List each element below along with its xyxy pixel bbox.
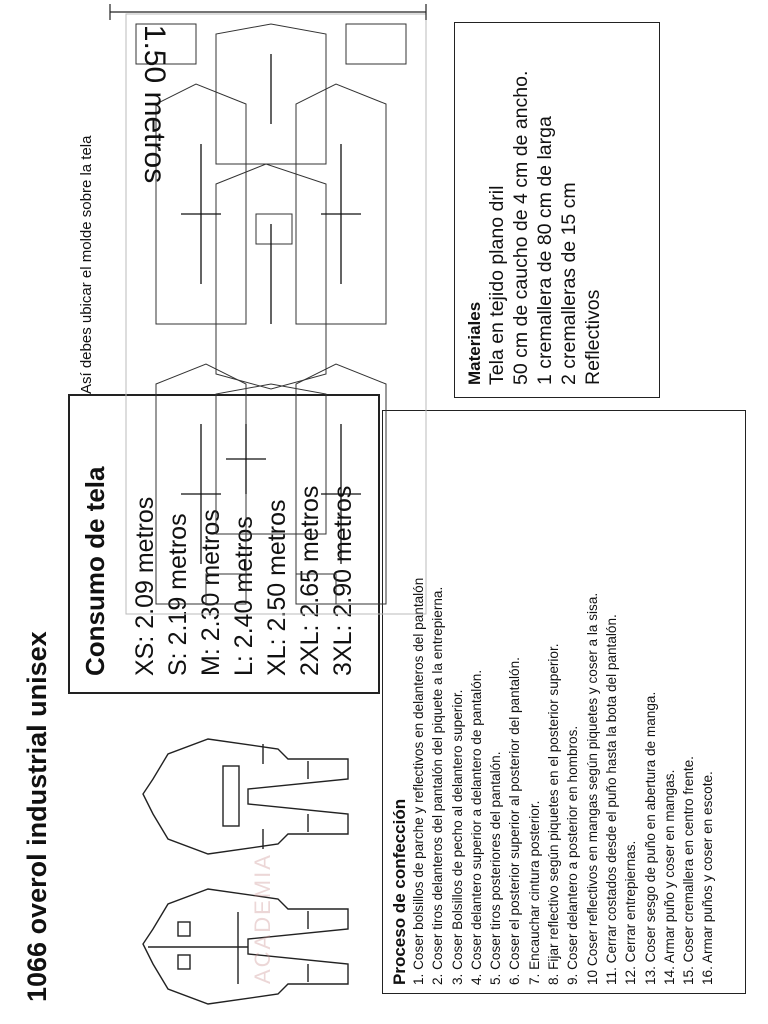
materials-box (454, 22, 660, 398)
pattern-layout-note: Así debes ubicar el molde sobre la tela (78, 135, 95, 394)
construction-process-box (382, 410, 746, 994)
consumption-size-xs: XS: 2.09 metros (131, 496, 159, 676)
process-step: 16. Armar puños y coser en escote. (700, 771, 716, 985)
process-step: 8. Fijar reflectivo según piquetes en el posterior superior. (546, 643, 562, 985)
process-step: 4. Coser delantero superior a delantero de pantalón. (468, 669, 484, 985)
materials-heading: Materiales (465, 301, 484, 385)
process-step: 3. Coser Bolsillos de pecho al delantero superior. (449, 689, 465, 985)
material-item: 50 cm de caucho de 4 cm de ancho. (510, 70, 532, 385)
material-item: Reflectivos (582, 289, 604, 385)
fabric-width-label: 1.50 metros (138, 24, 171, 184)
material-item: Tela en tejido plano dril (486, 185, 508, 385)
consumption-heading: Consumo de tela (80, 466, 110, 676)
material-item: 1 cremallera de 80 cm de larga (534, 116, 556, 385)
consumption-size-xl: XL: 2.50 metros (263, 499, 291, 676)
process-step: 13. Coser sesgo de puño en abertura de manga. (642, 691, 658, 985)
process-step: 12. Cerrar entrepiernas. (623, 840, 639, 985)
page-title: 1066 overol industrial unisex (22, 631, 52, 1002)
consumption-size-s: S: 2.19 metros (164, 513, 192, 676)
process-step: 14. Armar puño y coser en mangas. (661, 769, 677, 985)
consumption-size-3xl: 3XL: 2.90 metros (329, 485, 357, 676)
consumption-size-2xl: 2XL: 2.65 metros (296, 485, 324, 676)
process-heading: Proceso de confección (390, 798, 409, 985)
consumption-size-m: M: 2.30 metros (197, 509, 225, 676)
process-step: 7. Encauchar cintura posterior. (526, 800, 542, 985)
process-step: 9. Coser delantero a posterior en hombros. (565, 725, 581, 985)
process-step: 15. Coser cremallera en centro frente. (681, 756, 697, 985)
process-step: 1. Coser bolsillos de parche y reflectivos en delanteros del pantalón (411, 577, 426, 985)
process-step: 6. Coser el posterior superior al posterior del pantalón. (507, 657, 523, 985)
watermark: ACADEMIA (250, 853, 275, 984)
process-step: 10 Coser reflectivos en mangas según piquetes y coser a la sisa. (584, 592, 600, 985)
consumption-size-l: L: 2.40 metros (230, 516, 258, 676)
material-item: 2 cremalleras de 15 cm (558, 182, 580, 385)
process-step: 2. Coser tiros delanteros del pantalón del piquete a la entrepierna. (430, 586, 446, 985)
process-step: 11. Cerrar costados desde el puño hasta la bota del pantalón. (603, 614, 619, 985)
overall-illustration (48, 694, 388, 1024)
process-step: 5. Coser tiros posteriores del pantalón. (488, 751, 504, 985)
